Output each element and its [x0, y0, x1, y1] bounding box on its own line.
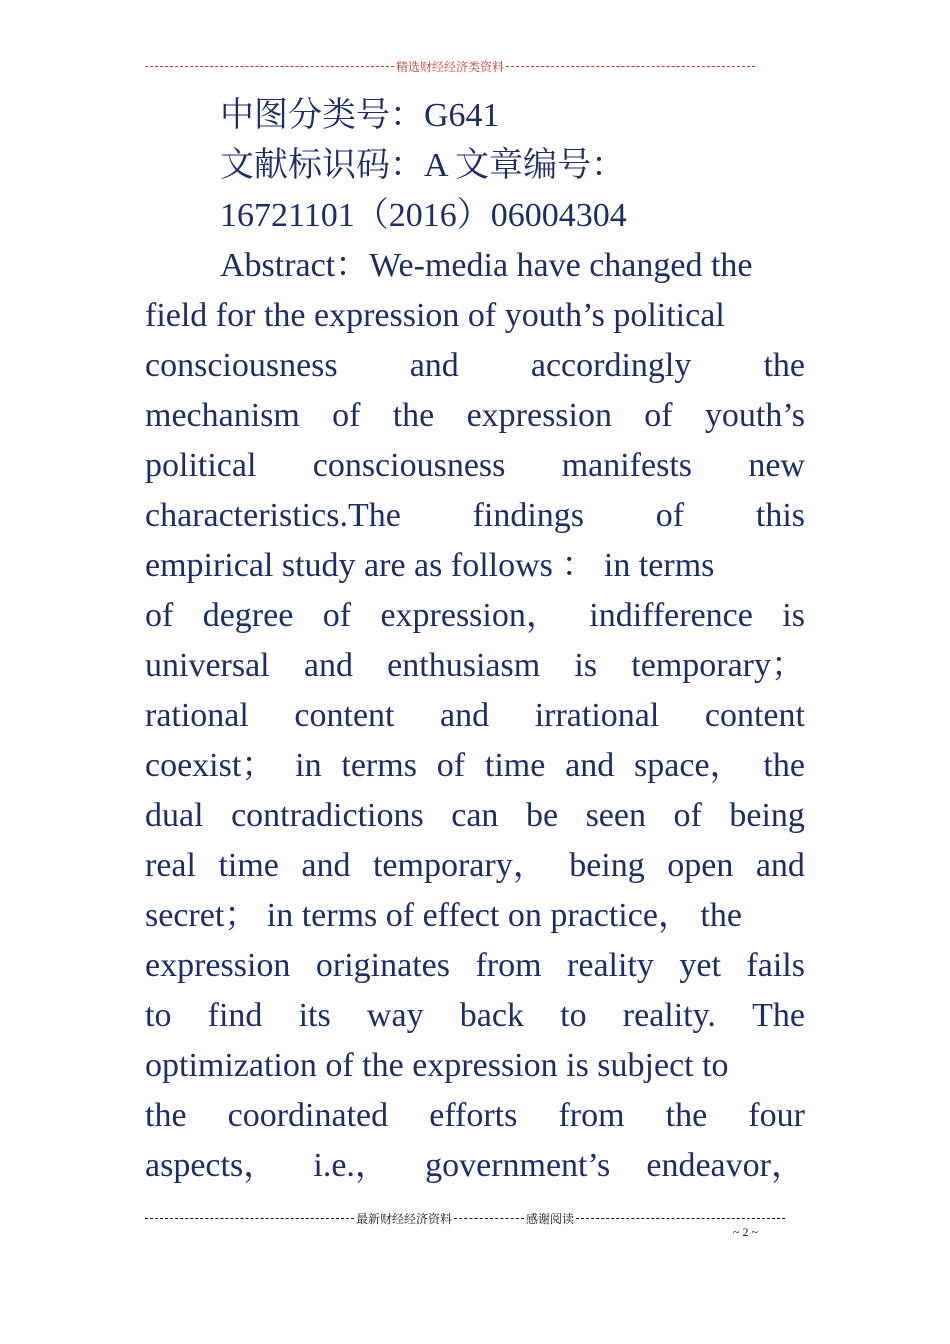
abstract-line: political consciousness manifests new [145, 447, 805, 484]
abstract-line: optimization of the expression is subject to [145, 1047, 729, 1084]
footer-left-text: 最新财经经济资料 [355, 1212, 452, 1226]
abstract-line: coexist； in terms of time and space， the [145, 747, 805, 784]
abstract-line: dual contradictions can be seen of being [145, 797, 805, 834]
footer-dash-left [145, 1218, 354, 1219]
abstract-line: rational content and irrational content [145, 697, 805, 734]
footer-dash-right [576, 1218, 785, 1219]
abstract-line: characteristics.The findings of this [145, 497, 805, 534]
abstract-line: secret； in terms of effect on practice， the [145, 897, 742, 934]
abstract-line: mechanism of the expression of youth’s [145, 397, 805, 434]
abstract-line: field for the expression of youth’s political [145, 297, 725, 334]
page-footer [145, 1210, 785, 1227]
abstract-line: aspects， i.e.， government’s endeavor， [145, 1147, 805, 1184]
header-text: 精选财经经济类资料 [396, 60, 505, 74]
abstract-line: of degree of expression， indifference is [145, 597, 805, 634]
clc-number: 中图分类号：G641 [220, 97, 500, 134]
abstract-line: to find its way back to reality. The [145, 997, 805, 1034]
abstract-line: real time and temporary， being open and [145, 847, 805, 884]
page-number: ~ 2 ~ [733, 1225, 758, 1239]
abstract-line: Abstract：We-media have changed the [220, 247, 753, 284]
header-dash-right [506, 66, 755, 67]
doc-code: 文献标识码：A 文章编号： [220, 147, 626, 184]
header-dash-left [145, 66, 394, 67]
abstract-line: expression originates from reality yet fails [145, 947, 805, 984]
abstract-line: universal and enthusiasm is temporary； [145, 647, 805, 684]
abstract-line: consciousness and accordingly the [145, 347, 805, 384]
abstract-line: the coordinated efforts from the four [145, 1097, 805, 1134]
footer-right-text: 感谢阅读 [526, 1212, 575, 1226]
article-number: 16721101（2016）06004304 [220, 197, 627, 234]
footer-dash-middle [454, 1218, 524, 1219]
page-header [145, 58, 755, 75]
abstract-line: empirical study are as follows ： in terms [145, 547, 715, 584]
